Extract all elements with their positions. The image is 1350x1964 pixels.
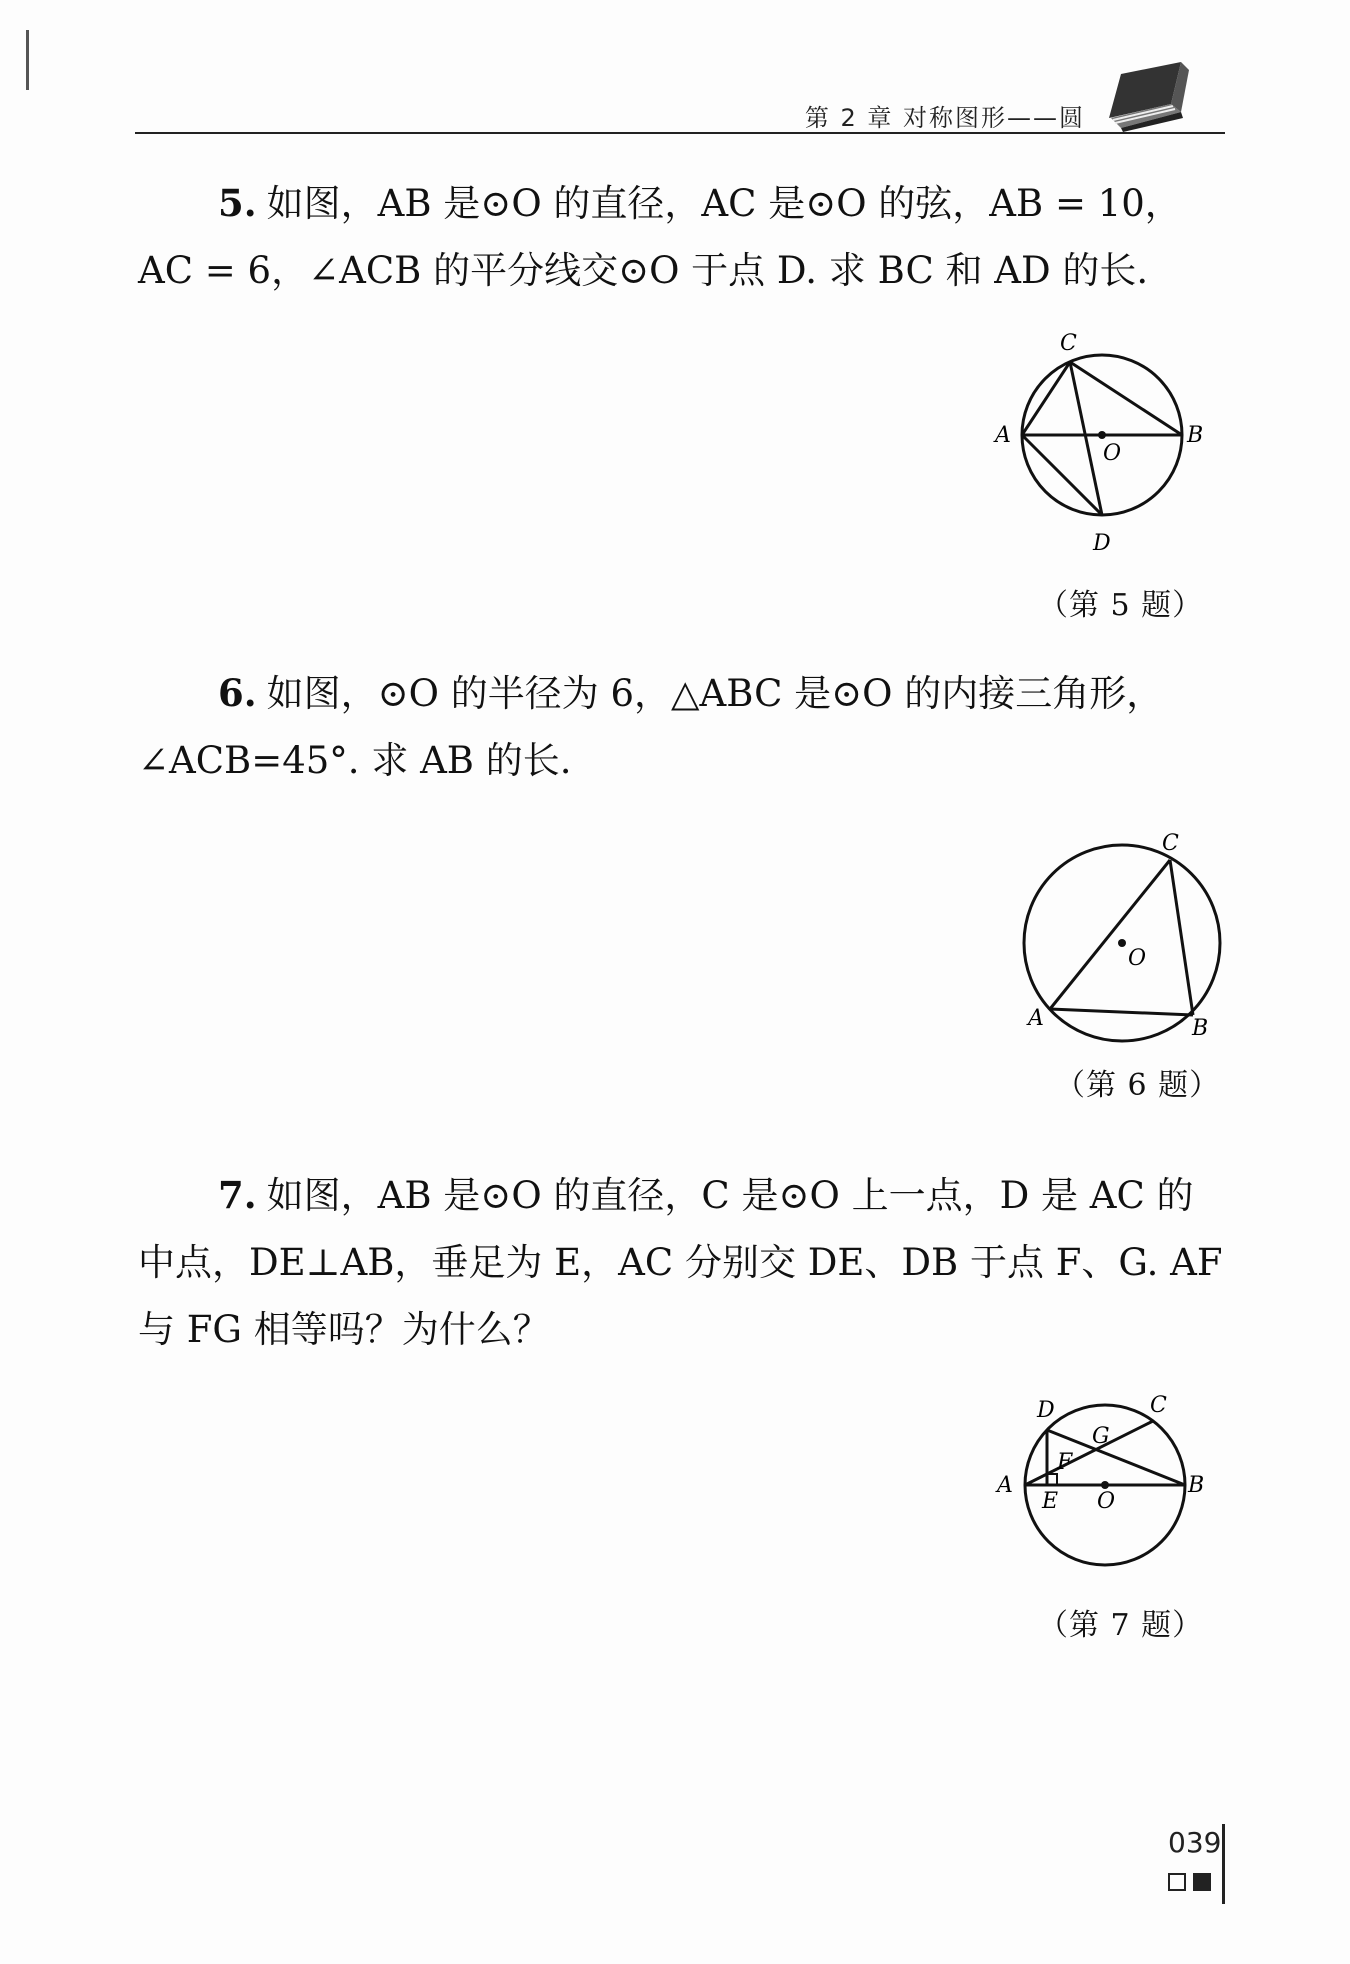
label-a: A — [997, 1473, 1013, 1498]
page-header — [135, 60, 1225, 135]
label-o: O — [1128, 946, 1147, 971]
filled-square-icon — [1193, 1873, 1211, 1891]
label-o: O — [1103, 441, 1122, 466]
label-g: G — [1092, 1424, 1110, 1449]
segment-cb — [1170, 860, 1193, 1015]
footer-bar — [1222, 1824, 1225, 1904]
label-b: B — [1192, 1016, 1209, 1041]
figure-6-caption: （第 6 题） — [1055, 1068, 1221, 1103]
problem-5-number: 5. — [218, 181, 257, 225]
header-rule — [135, 132, 1225, 134]
figure-5-caption: （第 5 题） — [1038, 588, 1204, 623]
segment-ac — [1050, 860, 1170, 1009]
label-b: B — [1188, 1473, 1205, 1498]
problem-6-text: 如图，⊙O 的半径为 6，△ABC 是⊙O 的内接三角形，∠ACB=45°. 求 AB 的长. — [138, 672, 1164, 782]
segment-ac — [1025, 1421, 1153, 1485]
figure-7-caption: （第 7 题） — [1038, 1608, 1204, 1643]
label-d: D — [1093, 531, 1111, 556]
label-o: O — [1097, 1489, 1116, 1514]
page-number: 039 — [1168, 1826, 1222, 1859]
segment-cb — [1070, 362, 1182, 435]
segment-ab — [1050, 1009, 1193, 1015]
label-a: A — [995, 423, 1011, 448]
problem-7-text: 如图，AB 是⊙O 的直径，C 是⊙O 上一点，D 是 AC 的中点，DE⊥AB，垂足为 E，AC 分别交 DE、DB 于点 F、G. AF 与 FG 相等吗？为什么？ — [138, 1174, 1223, 1351]
label-c: C — [1162, 831, 1179, 856]
label-d: D — [1037, 1398, 1055, 1423]
page-edge-mark — [26, 30, 29, 90]
figure-6 — [1010, 825, 1240, 1055]
center-dot — [1098, 431, 1106, 439]
figure-7 — [975, 1365, 1225, 1615]
problem-5 — [138, 170, 1223, 304]
empty-square-icon — [1168, 1873, 1186, 1891]
problem-7 — [138, 1162, 1223, 1363]
problem-5-text: 如图，AB 是⊙O 的直径，AC 是⊙O 的弦，AB = 10，AC = 6，∠ACB 的平分线交⊙O 于点 D. 求 BC 和 AD 的长. — [138, 182, 1182, 292]
segment-cd — [1070, 362, 1102, 515]
problem-7-number: 7. — [218, 1173, 257, 1217]
label-c: C — [1150, 1393, 1167, 1418]
label-e: E — [1042, 1489, 1059, 1514]
chapter-title: 第 2 章 对称图形——圆 — [804, 104, 1085, 132]
center-dot — [1118, 939, 1126, 947]
problem-6-number: 6. — [218, 671, 257, 715]
problem-6 — [138, 660, 1223, 794]
label-c: C — [1060, 331, 1077, 356]
label-f: F — [1057, 1450, 1073, 1475]
label-a: A — [1028, 1006, 1044, 1031]
figure-5 — [975, 310, 1225, 570]
book-icon — [1101, 60, 1197, 132]
center-dot — [1101, 1481, 1109, 1489]
label-b: B — [1187, 423, 1204, 448]
